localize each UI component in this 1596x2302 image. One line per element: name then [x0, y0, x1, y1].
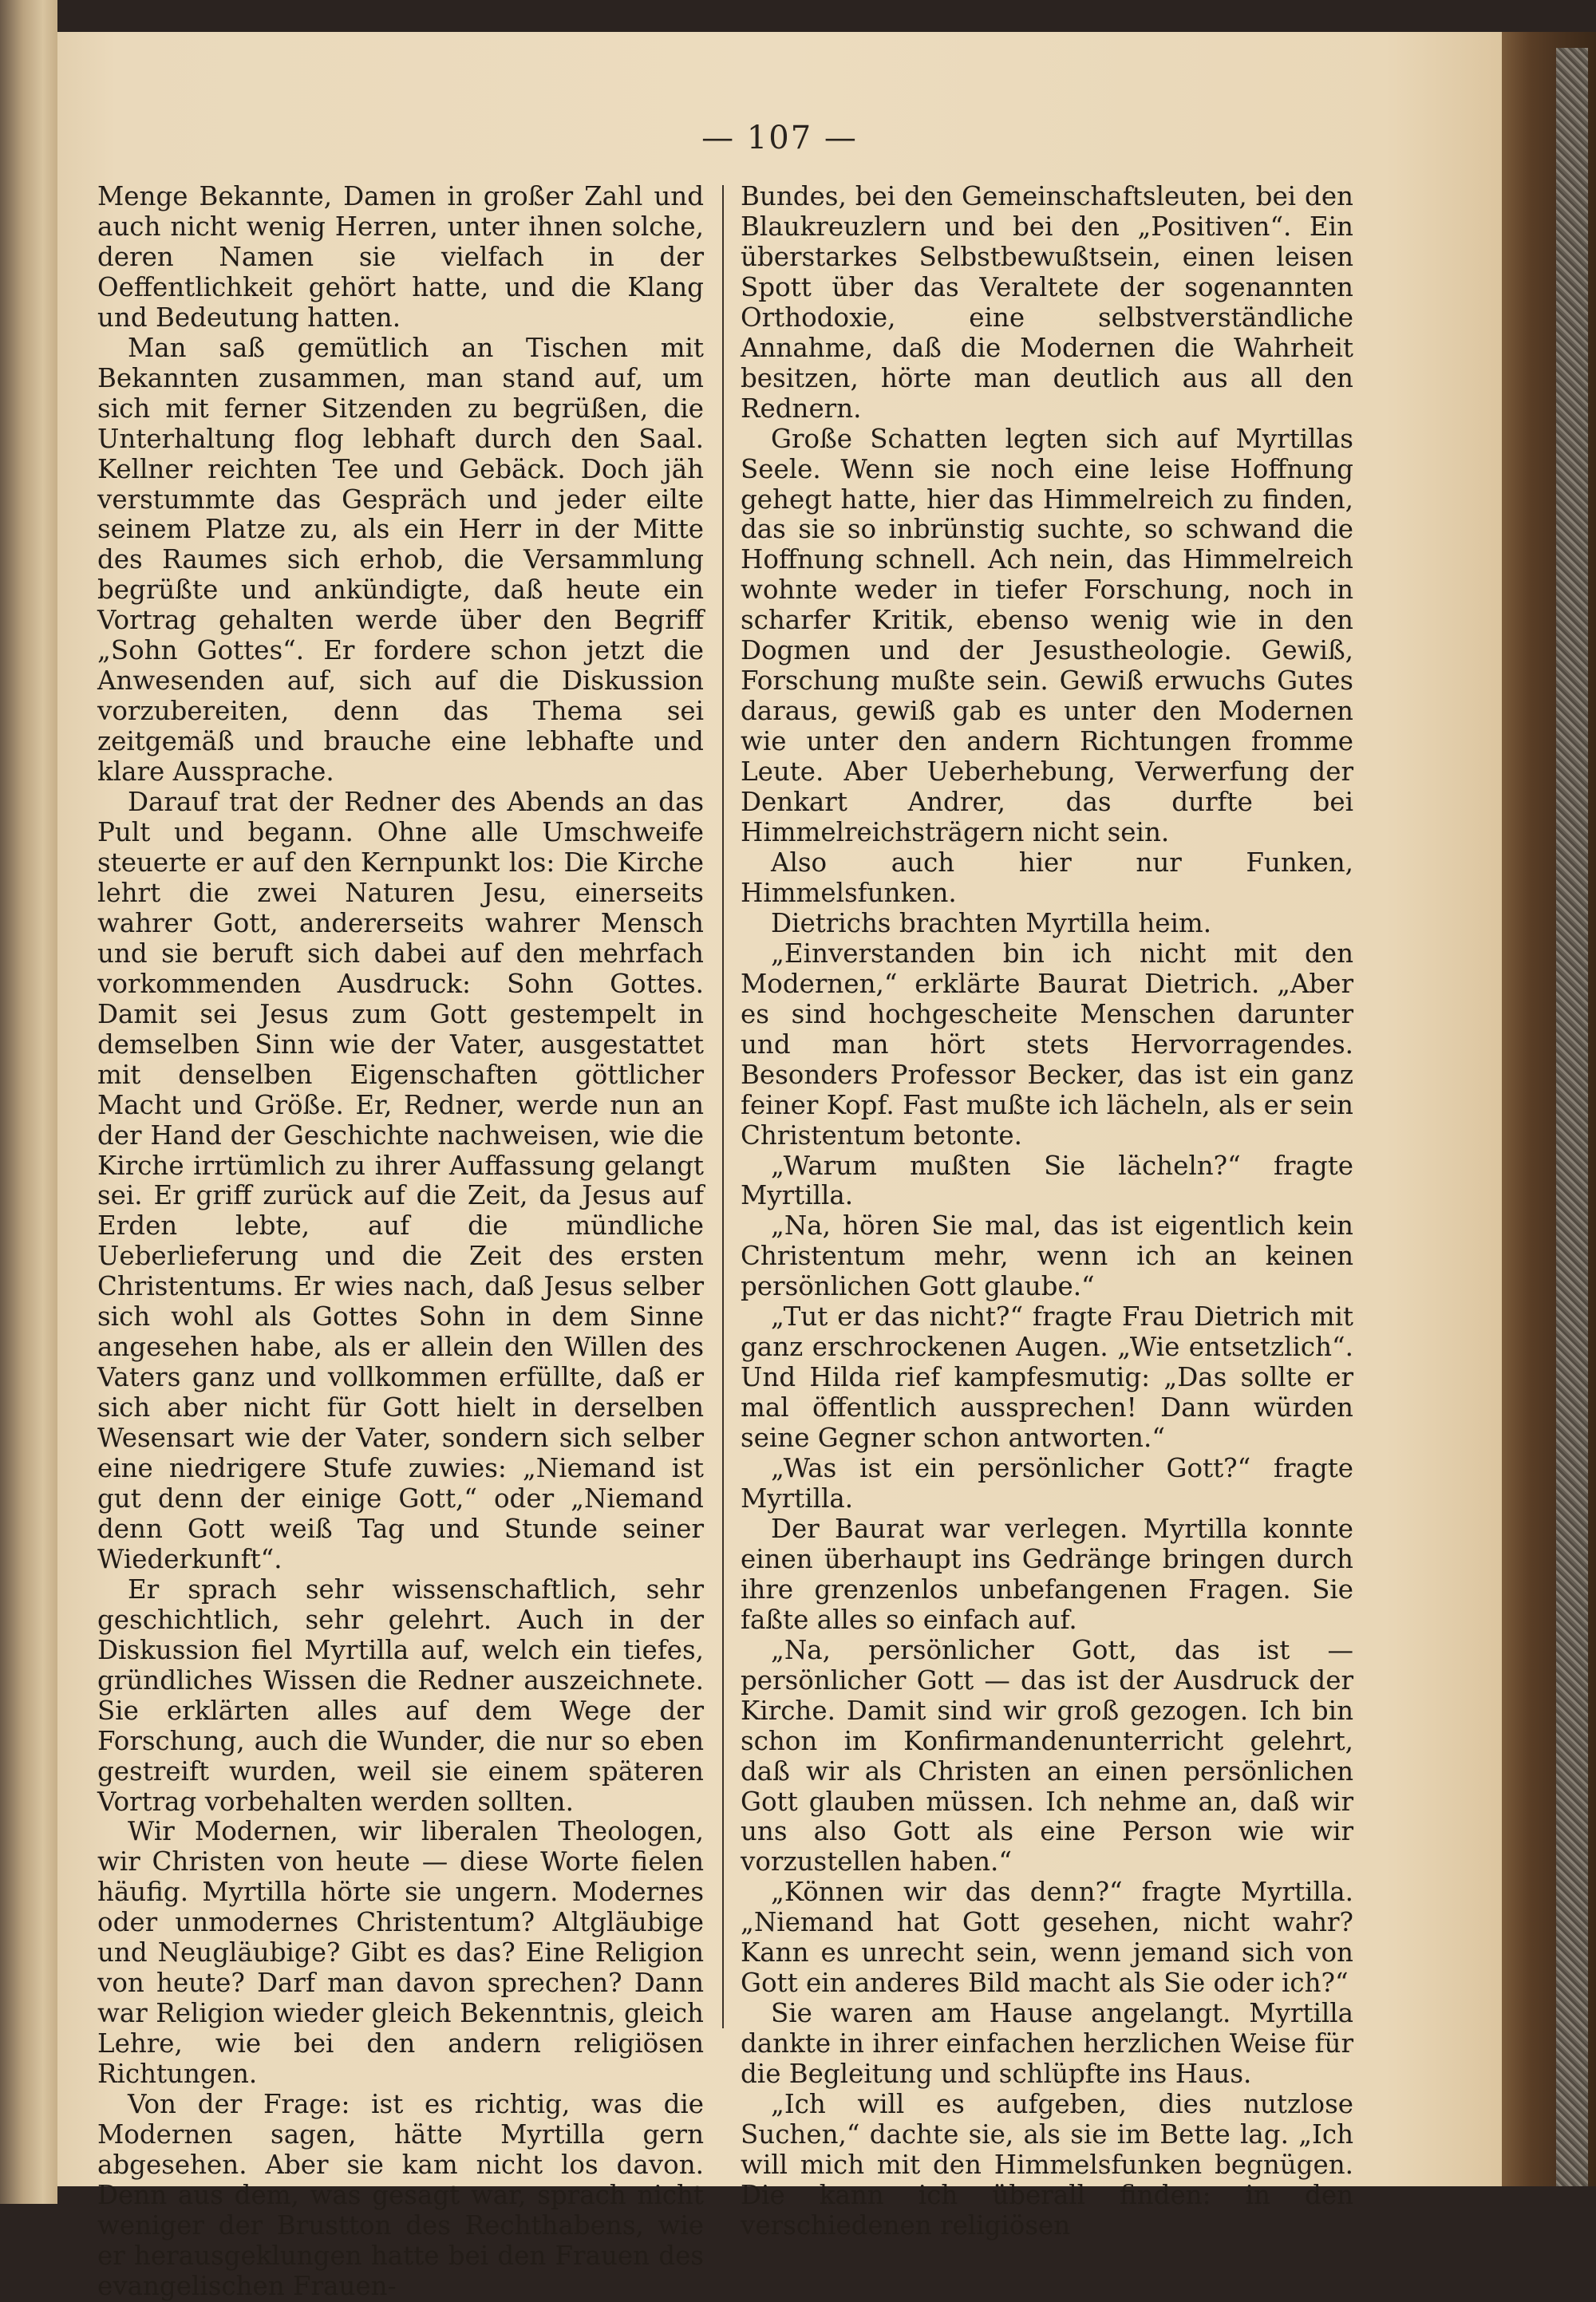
paragraph: „Tut er das nicht?“ fragte Frau Dietrich mit ganz erschrockenen Augen. „Wie entsetzlich“. Und Hilda rief kampfesmutig: „Das sollte er mal öffentlich aussprechen! Dann würden seine Gegner schon antworten.“: [741, 1301, 1353, 1454]
right-text-column: [741, 182, 1353, 2241]
column-divider: [722, 185, 724, 2028]
paragraph: Er sprach sehr wissenschaftlich, sehr geschichtlich, sehr gelehrt. Auch in der Diskussion fiel Myrtilla auf, welch ein tiefes, gründliches Wissen die Redner auszeichnete. Sie erklärten alles auf dem Wege der Forschung, auch die Wunder, die nur so eben gestreift wurden, weil sie einem späteren Vortrag vorbehalten werden sollten.: [97, 1573, 704, 1817]
paragraph: Große Schatten legten sich auf Myrtillas Seele. Wenn sie noch eine leise Hoffnung gehegt hatte, hier das Himmelreich zu finden, das sie so inbrünstig suchte, so schwand die Hoffnung schnell. Ach nein, das Himmelreich wohnte weder in tiefer Forschung, noch in scharfer Kritik, ebenso wenig wie in den Dogmen und der Jesustheologie. Gewiß, Forschung mußte sein. Gewiß erwuchs Gutes daraus, gewiß gab es unter den Modernen wie unter den andern Richtungen fromme Leute. Aber Ueberhebung, Verwerfung der Denkart Andrer, das durfte bei Himmelreichsträgern nicht sein.: [741, 423, 1353, 848]
paragraph: Man saß gemütlich an Tischen mit Bekannten zusammen, man stand auf, um sich mit ferner Sitzenden zu begrüßen, die Unterhaltung flog lebhaft durch den Saal. Kellner reichten Tee und Gebäck. Doch jäh verstummte das Gespräch und jeder eilte seinem Platze zu, als ein Herr in der Mitte des Raumes sich erhob, die Versammlung begrüßte und ankündigte, daß heute ein Vortrag gehalten werde über den Begriff „Sohn Gottes“. Er fordere schon jetzt die Anwesenden auf, sich auf die Diskussion vorzubereiten, denn das Thema sei zeitgemäß und brauche eine lebhafte und klare Aussprache.: [97, 332, 704, 788]
paragraph: „Einverstanden bin ich nicht mit den Modernen,“ erklärte Baurat Dietrich. „Aber es sind hochgescheite Menschen darunter und man hört stets Hervorragendes. Besonders Professor Becker, das ist ein ganz feiner Kopf. Fast mußte ich lächeln, als er sein Christentum betonte.: [741, 938, 1353, 1151]
paragraph: Sie waren am Hause angelangt. Myrtilla dankte in ihrer einfachen herzlichen Weise für die Begleitung und schlüpfte ins Haus.: [741, 1998, 1353, 2090]
paragraph: „Ich will es aufgeben, dies nutzlose Suchen,“ dachte sie, als sie im Bette lag. „Ich will mich mit den Himmelsfunken begnügen. Die kann ich überall finden: in den verschiedenen religiösen: [741, 2089, 1353, 2241]
paragraph: „Warum mußten Sie lächeln?“ fragte Myrtilla.: [741, 1150, 1353, 1211]
paragraph: Dietrichs brachten Myrtilla heim.: [771, 907, 1212, 938]
paragraph: „Was ist ein persönlicher Gott?“ fragte Myrtilla.: [741, 1453, 1353, 1514]
paragraph: Bundes, bei den Gemeinschaftsleuten, bei den Blaukreuzlern und bei den „Positiven“. Ein überstarkes Selbstbewußtsein, einen leisen Spott über das Veraltete der sogenannten Orthodoxie, eine selbstverständliche Annahme, daß die Modernen die Wahrheit besitzen, hörte man deutlich aus all den Rednern.: [741, 181, 1353, 424]
paragraph: Von der Frage: ist es richtig, was die Modernen sagen, hätte Myrtilla gern abgesehen. Aber sie kam nicht los davon. Denn aus dem, was gesagt war, sprach nicht weniger der Brustton des Rechthabens, wie er herausgeklungen hatte bei den Frauen des evangelischen Frauen-: [97, 2089, 704, 2301]
paragraph: Darauf trat der Redner des Abends an das Pult und begann. Ohne alle Umschweife steuerte er auf den Kernpunkt los: Die Kirche lehrt die zwei Naturen Jesu, einerseits wahrer Gott, andererseits wahrer Mensch und sie beruft sich dabei auf den mehrfach vorkommenden Ausdruck: Sohn Gottes. Damit sei Jesus zum Gott gestempelt in demselben Sinn wie der Vater, ausgestattet mit denselben Eigenschaften göttlicher Macht und Größe. Er, Redner, werde nun an der Hand der Geschichte nachweisen, wie die Kirche irrtümlich zu ihrer Auffassung gelangt sei. Er griff zurück auf die Zeit, da Jesus auf Erden lebte, auf die mündliche Ueberlieferung und die Zeit des ersten Christentums. Er wies nach, daß Jesus selber sich wohl als Gottes Sohn in dem Sinne angesehen habe, als er allein den Willen des Vaters ganz und vollkommen erfüllte, daß er sich aber nicht für Gott hielt in derselben Wesensart wie der Vater, sondern sich selber eine niedrigere Stufe zuwies: „Niemand ist gut denn der einige Gott,“ oder „Niemand denn Gott weiß Tag und Stunde seiner Wiederkunft“.: [97, 787, 704, 1574]
page-number: — 107 —: [701, 120, 858, 156]
paragraph: Wir Modernen, wir liberalen Theologen, wir Christen von heute — diese Worte fielen häufig. Myrtilla hörte sie ungern. Modernes oder unmodernes Christentum? Altgläubige und Neugläubige? Gibt es das? Eine Religion von heute? Darf man davon sprechen? Dann war Religion wieder gleich Bekenntnis, gleich Lehre, wie bei den andern religiösen Richtungen.: [97, 1816, 704, 2090]
binding-strip: [1556, 48, 1588, 2186]
paragraph: Also auch hier nur Funken, Himmelsfunken.: [741, 847, 1353, 908]
paragraph: Menge Bekannte, Damen in großer Zahl und auch nicht wenig Herren, unter ihnen solche, deren Namen sie vielfach in der Oeffentlichkeit gehört hatte, und die Klang und Bedeutung hatten.: [97, 181, 704, 333]
paragraph: „Können wir das denn?“ fragte Myrtilla. „Niemand hat Gott gesehen, nicht wahr? Kann es unrecht sein, wenn jemand sich von Gott ein anderes Bild macht als Sie oder ich?“: [741, 1877, 1353, 1999]
paragraph: „Na, hören Sie mal, das ist eigentlich kein Christentum mehr, wenn ich an keinen persönlichen Gott glaube.“: [741, 1210, 1353, 1302]
paragraph: Der Baurat war verlegen. Myrtilla konnte einen überhaupt ins Gedränge bringen durch ihre grenzenlos unbefangenen Fragen. Sie faßte alles so einfach auf.: [741, 1513, 1353, 1635]
paragraph: „Na, persönlicher Gott, das ist — persönlicher Gott — das ist der Ausdruck der Kirche. Damit sind wir groß gezogen. Ich bin schon im Konfirmandenunterricht gelehrt, daß wir als Christen an einen persönlichen Gott glauben müssen. Ich nehme an, daß wir uns also Gott als eine Person wie wir vorzustellen haben.“: [741, 1634, 1353, 1878]
left-book-edge: [0, 0, 57, 2204]
left-text-column: [97, 182, 704, 2302]
